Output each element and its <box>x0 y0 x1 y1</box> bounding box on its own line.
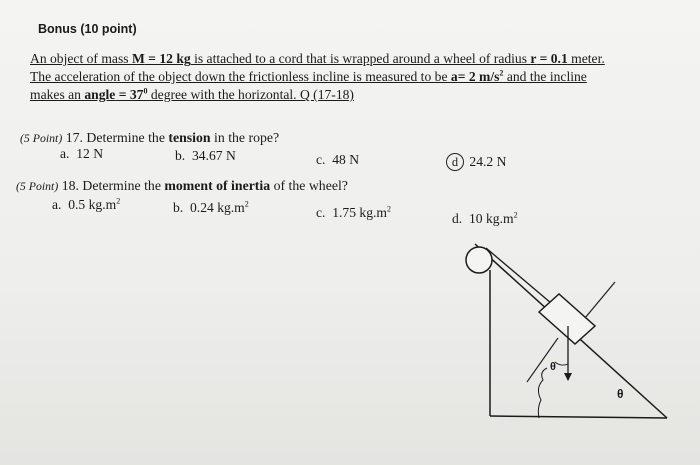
problem-text: and the incline <box>503 69 587 84</box>
points-label: (5 Point) <box>16 179 59 193</box>
q18-option-a[interactable]: a. 0.5 $kg.m^2$ <box>52 196 121 212</box>
theta-block-label: θ <box>550 361 556 373</box>
angle-value: = $37^0$ <box>115 86 148 102</box>
mass-value: = 12 kg <box>144 51 191 66</box>
bonus-title: Bonus (10 point) <box>38 22 137 36</box>
q18-option-d[interactable]: d. 10 $kg.m^2$ <box>452 210 518 226</box>
question-keyword: tension <box>168 130 211 145</box>
block <box>539 294 595 344</box>
angle-label: angle <box>84 87 116 102</box>
q17-option-b[interactable]: b. 34.67 N <box>175 148 236 163</box>
points-label: (5 Point) <box>20 131 63 145</box>
problem-line-2 <box>30 69 587 84</box>
problem-text: makes an <box>30 87 85 102</box>
wheel <box>466 247 492 273</box>
problem-line-3 <box>30 87 354 102</box>
problem-text: is attached to a cord that is wrapped around a wheel of radius <box>190 51 531 66</box>
question-17 <box>20 130 279 146</box>
incline-base <box>490 416 667 418</box>
radius-value: = 0.1 <box>536 51 568 66</box>
block-angle-arc <box>555 362 568 365</box>
problem-text: degree with the horizontal. Q (17-18) <box>147 87 354 102</box>
problem-line-1 <box>30 51 605 66</box>
acceleration-symbol: a <box>450 69 458 84</box>
radius-symbol: r <box>530 51 537 66</box>
problem-text: meter. <box>567 51 605 66</box>
q17-option-d-selected[interactable]: d 24.2 N <box>446 153 506 171</box>
q17-option-c[interactable]: c. 48 N <box>316 152 360 167</box>
question-keyword: moment of inertia <box>164 178 271 193</box>
q18-option-c[interactable]: c. 1.75 $kg.m^2$ <box>316 204 391 220</box>
problem-text: An object of mass <box>30 51 132 66</box>
question-text: in the rope? <box>210 130 280 145</box>
weight-arrowhead <box>564 373 572 381</box>
component-line <box>527 338 558 382</box>
mass-symbol: M <box>131 51 145 66</box>
selected-answer-circle: d <box>446 153 464 171</box>
acceleration-value: = 2 $m/s^2$ <box>457 68 504 84</box>
q17-option-a[interactable]: a. 12 N <box>60 146 104 161</box>
cord <box>486 248 551 303</box>
brace-mark <box>538 368 547 418</box>
question-18 <box>16 178 348 194</box>
question-text: 17. Determine the <box>62 130 169 145</box>
incline-wheel-diagram <box>455 240 680 425</box>
theta-base-label: θ <box>617 387 624 401</box>
q18-option-b[interactable]: b. 0.24 $kg.m^2$ <box>173 199 249 215</box>
normal-line <box>585 282 615 318</box>
problem-text: The acceleration of the object down the frictionless incline is measured to be <box>30 69 451 84</box>
question-text: 18. Determine the <box>58 178 165 193</box>
question-text: of the wheel? <box>270 178 348 193</box>
